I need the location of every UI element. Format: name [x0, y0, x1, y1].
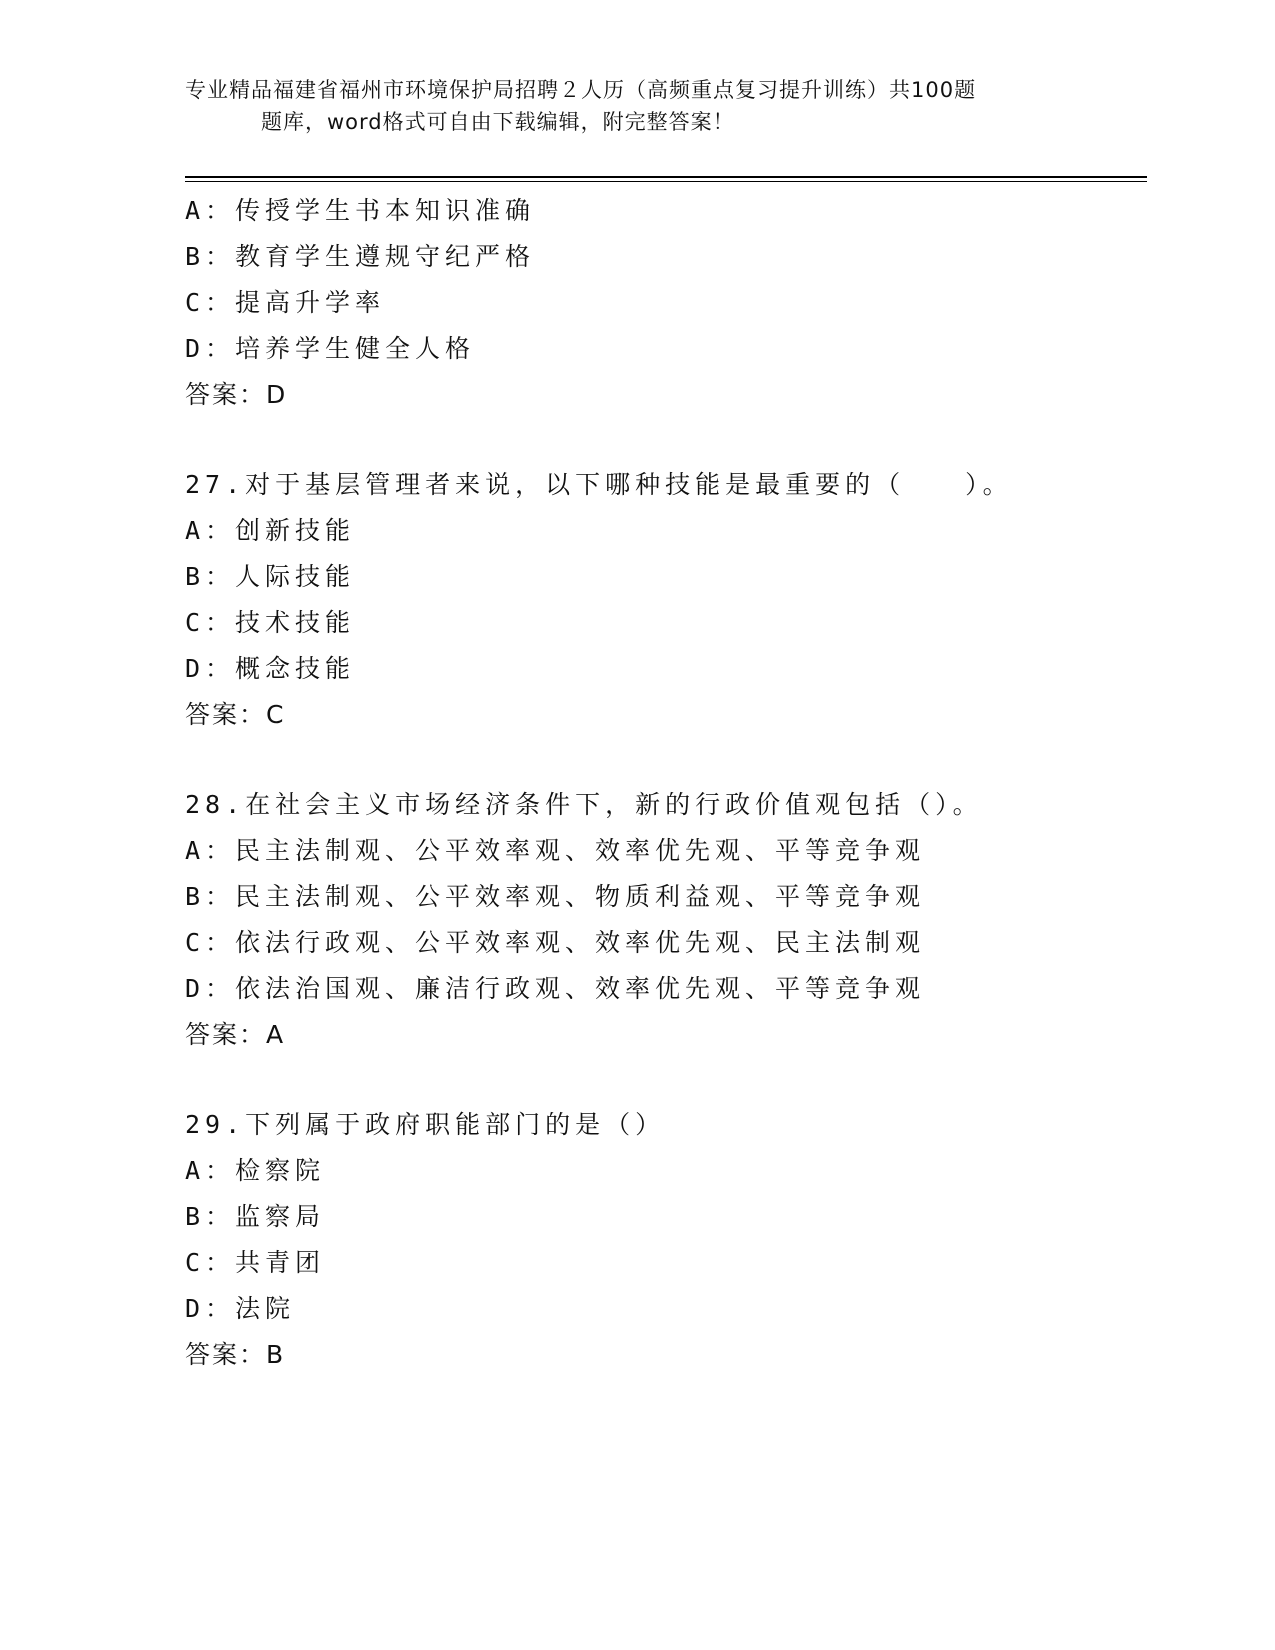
question-block [185, 1102, 1145, 1378]
option-d: D：培养学生健全人格 [185, 334, 476, 363]
option-b: B：监察局 [185, 1202, 326, 1231]
option-b: B：民主法制观、公平效率观、物质利益观、平等竞争观 [185, 882, 926, 911]
option-b: B：人际技能 [185, 562, 356, 591]
header-divider-thin [185, 181, 1147, 182]
header-title-line-1: 专业精品福建省福州市环境保护局招聘２人历（高频重点复习提升训练）共100题 [185, 78, 977, 102]
option-a: A：传授学生书本知识准确 [185, 196, 536, 225]
option-a: A：检察院 [185, 1156, 326, 1185]
answer-line: 答案：D [185, 380, 288, 409]
answer-line: 答案：B [185, 1340, 286, 1369]
header-divider-thick [185, 176, 1147, 178]
document-header [185, 74, 1085, 138]
option-c: C：依法行政观、公平效率观、效率优先观、民主法制观 [185, 928, 926, 957]
header-title-line-2: 题库，word格式可自由下载编辑，附完整答案！ [261, 110, 735, 134]
option-c: C：共青团 [185, 1248, 326, 1277]
option-d: D：法院 [185, 1294, 296, 1323]
question-block [185, 782, 1145, 1058]
question-list [185, 188, 1145, 1378]
option-a: A：创新技能 [185, 516, 356, 545]
question-stem: 27.对于基层管理者来说，以下哪种技能是最重要的（ ）。 [185, 470, 1013, 499]
answer-line: 答案：C [185, 700, 286, 729]
option-c: C：技术技能 [185, 608, 356, 637]
question-block [185, 188, 1145, 418]
option-c: C：提高升学率 [185, 288, 386, 317]
option-d: D：概念技能 [185, 654, 356, 683]
option-a: A：民主法制观、公平效率观、效率优先观、平等竞争观 [185, 836, 926, 865]
option-d: D：依法治国观、廉洁行政观、效率优先观、平等竞争观 [185, 974, 926, 1003]
question-stem: 28.在社会主义市场经济条件下，新的行政价值观包括（）。 [185, 790, 983, 819]
question-stem: 29.下列属于政府职能部门的是（） [185, 1110, 666, 1139]
question-block [185, 462, 1145, 738]
answer-line: 答案：A [185, 1020, 286, 1049]
option-b: B：教育学生遵规守纪严格 [185, 242, 536, 271]
